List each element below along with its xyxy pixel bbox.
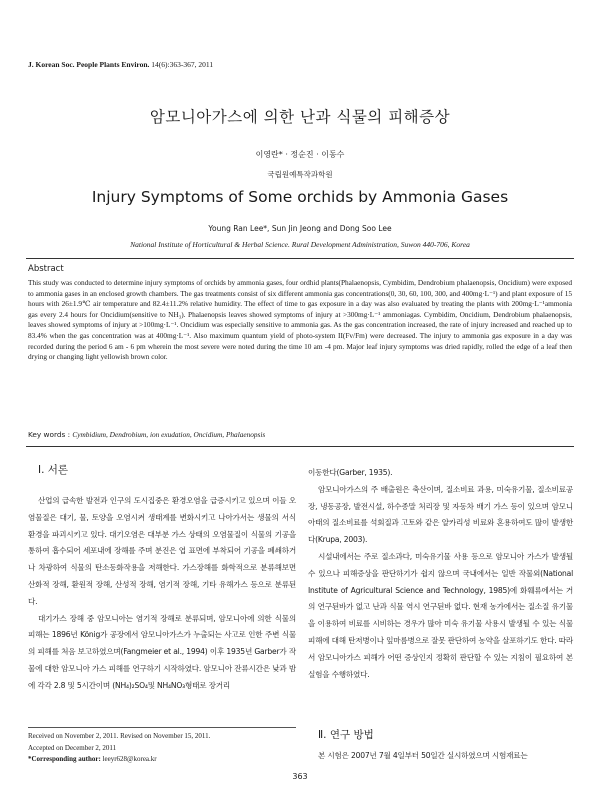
affiliation-korean: 국립원예특작과학원	[267, 170, 333, 179]
left-column	[28, 493, 296, 695]
footnote	[28, 731, 296, 766]
abstract-heading: Abstract	[28, 264, 64, 274]
body-paragraph: 대기가스 장해 중 암모니아는 염기적 장해로 분류되며, 암모니아에 의한 식물의 피해는 1896년 König가 공장에서 암모니아가스가 누출되는 사고로 인한 주변 식물의 피해를 처음 보고하였으며(Fangmeier et al., 1994) 이후 1935년 Garber가 작물에 대한 암모니아 가스 피해를 연구하기 시작하였다. 암모니아 잔류시간은 낮과 밤에 각각 2.8 및 5시간이며 (NH₄)₂SO₄및 NH₄NO₃형태로 장거리	[28, 613, 296, 690]
accepted-date: Accepted on December 2, 2011	[28, 743, 117, 752]
journal-citation	[28, 60, 213, 69]
body-paragraph: 본 시험은 2007년 7월 4일부터 50일간 실시하였으며 시험재료는	[318, 751, 528, 760]
journal-issue: 14(6):363-367, 2011	[149, 60, 214, 69]
title-english: Injury Symptoms of Some orchids by Ammonia Gases	[91, 188, 509, 206]
corresponding-email: leeyr628@korea.kr	[100, 755, 157, 764]
abstract-top-rule	[26, 258, 574, 259]
section-heading-introduction: Ⅰ. 서론	[38, 464, 69, 476]
body-paragraph: 암모니아가스의 주 배출원은 축산이며, 질소비료 과용, 미숙유기물, 질소비료공장, 냉동공장, 발전시설, 하수종말 처리장 및 자동차 배기 가스 등이 있으며 암모니아태의 질소비료를 석회질과 고토와 같은 알카리성 비료와 혼용하여도 많이 발생한다(Krupa, 2003).	[308, 484, 573, 545]
abstract-bottom-rule	[26, 446, 574, 447]
body-paragraph: 시설내에서는 주로 질소과다, 미숙유기물 사용 등으로 암모니아 가스가 발생될 수 있으나 피해증상을 판단하기가 쉽지 않으며 국내에서는 일반 작물외(National Institute of Agricultural Science and Technology, 1985)에 화훼류에서는 거의 연구된바가 없고 난과 식물 역시 연구된바 없다. 현재 농가에서는 질소질 유기물을 이용하여 비료를 시비하는 경우가 많아 미숙 유기물 사용시 발생될 수 있는 식물피해에 대해 탄저병이나 잎마름병으로 잘못 판단하여 농약을 살포하기도 한다. 따라서 암모니아가스 피해가 어떤 증상인지 정확히 판단할 수 있는 지침이 필요하여 본 실험을 수행하였다.	[308, 551, 573, 679]
keywords-value: Cymbidium, Dendrobium, ion exudation, Oncidium, Phalaenopsis	[72, 430, 266, 439]
journal-name: J. Korean Soc. People Plants Environ.	[28, 60, 150, 69]
keywords	[28, 430, 572, 439]
methods-first-line	[308, 748, 573, 765]
section-heading-methods: Ⅱ. 연구 방법	[318, 729, 374, 741]
body-paragraph: 산업의 급속한 발전과 인구의 도시집중은 환경오염을 급증시키고 있으며 이들 오염물질은 대기, 물, 토양을 오염시켜 생태계를 변화시키고 나아가서는 생물의 서식 환경을 파괴시키고 있다. 대기오염은 대부분 가스 상태의 오염물질이 식물의 기공을 통하여 흡수되어 세포내에 장해를 주며 분진은 엽 표면에 부착되어 기공을 폐쇄하거나 차광하여 식물의 탄소동화작용을 저해한다. 가스장해를 화학적으로 분류해보면 산화적 장해, 환원적 장해, 산성적 장해, 염기적 장해, 기타 유해가스 등으로 분류된다.	[28, 496, 296, 606]
authors-korean: 이영란* · 정순진 · 이동수	[255, 150, 345, 159]
corresponding-label: *Corresponding author:	[28, 755, 101, 764]
keywords-label: Key words :	[28, 430, 73, 439]
affiliation-english: National Institute of Horticultural & Herbal Science. Rural Development Administration, Suwon 440-706, Korea	[130, 240, 470, 249]
page-number: 363	[292, 772, 308, 781]
right-column	[308, 465, 573, 683]
abstract-text: This study was conducted to determine injury symptoms of orchids by ammonia gases, four ordhid plants(Phalaenopsis, Cymbidim, Dendrobium phalaenopsis, Oncidium) were exposed to ammonia gases in an enclosed growth chambers. The gas treatments consist of six different ammonia gas concentrations(0, 30, 60, 100, 300, and 400mg·L⁻¹) and plant exposure of 15 hours with 26±1.9℃ air temperature and 82.4±11.2% relative humidity. The effect of time to gas exposure in a day was also evaluated by treating the plants with 200mg·L⁻¹ammonia gas every 2.4 hours for Oncidium(sensitive to NH₃). Phalaenopsis leaves showed symptoms of injury at >300mg·L⁻¹ ammoniagas. Cymbidim, Oncidium, Dendrobium phalaenopsis, leaves showed symptoms of injury at >100mg·L⁻¹. Oncidium was especially sensitive to ammonia gas. As the gas concentration increased, the rate of injury increased and reached up to 83.4% when the gas concentration was at 400mg·L⁻¹. Also maximum quantum yield of photo-system II(Fv/Fm) were decreased. The injury to ammonia gas exposure in a day was recorded during the period 6 am - 6 pm wherein the most severe were noted during the time 10 am -4 pm. Major leaf injury symptoms was dried rapidly, rolled the edge of a leaf then drying or changing light yellowish brown color.	[28, 278, 572, 362]
title-korean: 암모니아가스에 의한 난과 식물의 피해증상	[149, 108, 451, 126]
corresponding-author	[28, 754, 296, 766]
body-paragraph: 이동한다(Garber, 1935).	[308, 468, 393, 477]
footnote-rule	[28, 727, 296, 728]
authors-english: Young Ran Lee*, Sun Jin Jeong and Dong Soo Lee	[208, 224, 392, 233]
received-date: Received on November 2, 2011. Revised on November 15, 2011.	[28, 732, 211, 740]
